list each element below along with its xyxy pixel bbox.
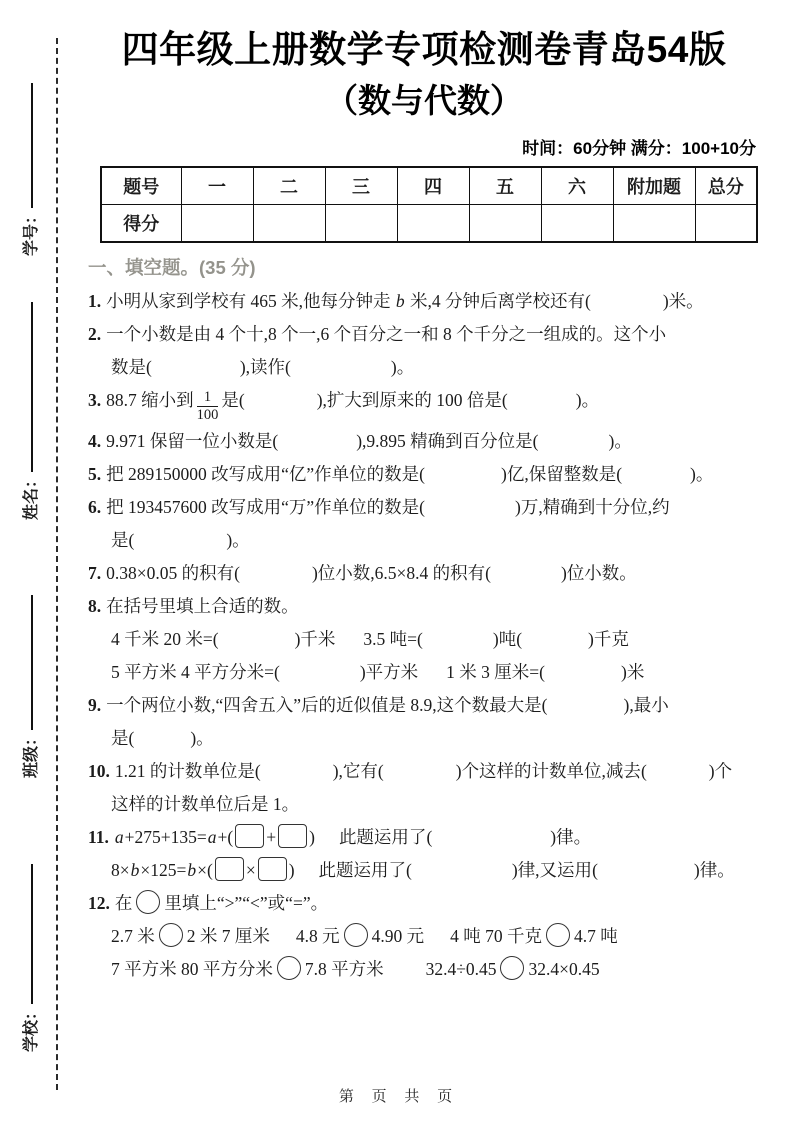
answer-blank: ( )	[419, 496, 521, 517]
question-line: 12. 在 里填上“>”“<”或“=”。	[88, 887, 760, 920]
fold-dashed-line	[56, 38, 58, 1090]
school-blank-line	[31, 864, 33, 1004]
question-number-header: 题号	[101, 167, 181, 205]
question-line: 4. 9.971 保留一位小数是( ),9.895 精确到百分位是( )。	[88, 430, 632, 451]
question-number: 8.	[88, 595, 102, 616]
question-12	[88, 887, 760, 986]
question-line: 4 千米 20 米=( )千米 3.5 吨=( )吨( )千克	[111, 628, 629, 649]
question-line: 7. 0.38×0.05 的积有( )位小数,6.5×8.4 的积有( )位小数。	[88, 562, 637, 583]
score-cell	[397, 204, 469, 242]
comparison-circle	[277, 956, 301, 980]
class-blank-line	[31, 595, 33, 730]
page-footer: 第 页 共 页	[338, 1089, 455, 1105]
comparison-circle	[546, 923, 570, 947]
question-line: 5 平方米 4 平方分米=( )平方米 1 米 3 厘米=( )米	[111, 661, 645, 682]
answer-blank: ( )	[254, 760, 339, 781]
question-line: 11. a+275+135=a+( + ) 此题运用了( )律。	[88, 821, 760, 854]
score-row-label: 得分	[101, 204, 181, 242]
question-line: 2.7 米 2 米 7 厘米 4.8 元 4.90 元 4 吨 70 千克 4.7 吨	[88, 920, 760, 953]
comparison-circle	[500, 956, 524, 980]
student-name-label: 姓名：	[23, 471, 40, 520]
student-id-blank-line	[31, 83, 33, 208]
question-line: 6. 把 193457600 改写成用“万”作单位的数是( )万,精确到十分位,约	[88, 496, 670, 517]
question-8	[88, 590, 760, 689]
column-header-bonus: 附加题	[613, 167, 695, 205]
answer-blank: ( )	[501, 389, 582, 410]
time-score-info: 时间：60分钟 满分：100+10分	[522, 138, 756, 158]
answer-blank: ( )	[585, 290, 669, 311]
column-header-4: 四	[397, 167, 469, 205]
question-9	[88, 689, 760, 755]
question-line: 数是( ),读作( )。	[111, 356, 415, 377]
answer-blank: ( )	[234, 562, 318, 583]
school-field	[18, 864, 41, 1052]
answer-blank: ( )	[426, 826, 557, 847]
exam-subtitle: （数与代数）	[325, 82, 523, 120]
question-number: 10.	[88, 760, 110, 781]
student-id-label: 学号：	[23, 207, 40, 256]
answer-blank: ( )	[592, 859, 700, 880]
question-line: 8×b×125=b×( × ) 此题运用了( )律,又运用( )律。	[88, 854, 760, 887]
question-line: 3. 88.7 缩小到 $\frac{1}{100}$ 是( ),扩大到原来的 100 倍是( )。	[88, 389, 600, 423]
variable: b	[130, 859, 140, 880]
column-header-2: 二	[253, 167, 325, 205]
question-number: 11.	[88, 826, 109, 847]
question-number: 7.	[88, 562, 102, 583]
answer-blank: ( )	[272, 430, 363, 451]
question-5	[88, 458, 760, 491]
questions-list	[88, 285, 760, 986]
question-number: 1.	[88, 290, 102, 311]
answer-box	[278, 824, 307, 848]
question-line: 2. 一个小数是由 4 个十,8 个一,6 个百分之一和 8 个千分之一组成的。这个小	[88, 323, 667, 344]
answer-blank: ( )	[274, 661, 366, 682]
question-1	[88, 285, 760, 318]
answer-blank: ( )	[516, 628, 594, 649]
score-cell	[325, 204, 397, 242]
score-cell	[695, 204, 757, 242]
fraction-denominator: 100	[196, 406, 219, 423]
question-6	[88, 491, 760, 557]
student-id-field	[18, 83, 41, 256]
answer-blank: ( )	[532, 430, 615, 451]
question-number: 6.	[88, 496, 102, 517]
question-11	[88, 821, 760, 887]
student-name-field	[18, 302, 41, 520]
column-header-1: 一	[181, 167, 253, 205]
variable: b	[395, 290, 405, 311]
answer-blank: ( )	[238, 389, 323, 410]
comparison-circle	[136, 890, 160, 914]
question-line: 5. 把 289150000 改写成用“亿”作单位的数是( )亿,保留整数是( )。	[88, 463, 714, 484]
score-cell	[181, 204, 253, 242]
class-field	[18, 595, 41, 778]
question-10	[88, 755, 760, 821]
answer-box	[235, 824, 264, 848]
question-3	[88, 384, 760, 425]
answer-blank: ( )	[377, 760, 462, 781]
answer-blank: ( )	[128, 529, 233, 550]
question-number: 9.	[88, 694, 102, 715]
answer-blank: ( )	[212, 628, 301, 649]
answer-blank: ( )	[417, 628, 499, 649]
question-4	[88, 425, 760, 458]
answer-blank: ( )	[128, 727, 197, 748]
answer-blank: ( )	[419, 463, 507, 484]
answer-blank: ( )	[539, 661, 627, 682]
variable: b	[187, 859, 197, 880]
question-line: 7 平方米 80 平方分米 7.8 平方米 32.4÷0.45 32.4×0.45	[88, 953, 760, 986]
variable: a	[207, 826, 217, 847]
score-table-header-row	[101, 167, 757, 205]
fraction-numerator: 1	[197, 389, 219, 407]
question-line: 8. 在括号里填上合适的数。	[88, 595, 299, 616]
answer-blank: ( )	[485, 562, 567, 583]
answer-blank: ( )	[640, 760, 715, 781]
column-header-6: 六	[541, 167, 613, 205]
section-title-fill-in-blanks: 一、填空题。(35 分)	[88, 256, 256, 278]
variable: a	[114, 826, 124, 847]
question-line: 9. 一个两位小数,“四舍五入”后的近似值是 8.9,这个数最大是( ),最小	[88, 694, 669, 715]
question-line: 是( )。	[111, 727, 214, 748]
fraction	[197, 389, 219, 423]
score-cell	[469, 204, 541, 242]
class-label: 班级：	[23, 729, 40, 778]
question-line: 这样的计数单位后是 1。	[111, 793, 300, 814]
score-cell	[541, 204, 613, 242]
question-7	[88, 557, 760, 590]
question-number: 5.	[88, 463, 102, 484]
comparison-circle	[344, 923, 368, 947]
answer-blank: ( )	[541, 694, 630, 715]
exam-page	[88, 28, 760, 986]
question-number: 3.	[88, 389, 102, 410]
score-cell	[613, 204, 695, 242]
answer-box	[258, 857, 287, 881]
question-number: 12.	[88, 892, 110, 913]
question-number: 4.	[88, 430, 102, 451]
school-label: 学校：	[23, 1003, 40, 1052]
column-header-3: 三	[325, 167, 397, 205]
answer-box	[215, 857, 244, 881]
answer-blank: ( )	[616, 463, 696, 484]
question-number: 2.	[88, 323, 102, 344]
question-line: 1. 小明从家到学校有 465 米,他每分钟走 b 米,4 分钟后离学校还有( )米。	[88, 290, 704, 311]
score-cell	[253, 204, 325, 242]
column-header-5: 五	[469, 167, 541, 205]
comparison-circle	[159, 923, 183, 947]
answer-blank: ( )	[406, 859, 518, 880]
answer-blank: ( )	[146, 356, 246, 377]
score-table-score-row	[101, 204, 757, 242]
answer-blank: ( )	[285, 356, 397, 377]
question-line: 是( )。	[111, 529, 250, 550]
question-2	[88, 318, 760, 384]
exam-title: 四年级上册数学专项检测卷青岛54版	[121, 29, 727, 70]
column-header-total: 总分	[695, 167, 757, 205]
score-table	[100, 166, 758, 243]
question-line: 10. 1.21 的计数单位是( ),它有( )个这样的计数单位,减去( )个	[88, 760, 733, 781]
student-name-blank-line	[31, 302, 33, 472]
